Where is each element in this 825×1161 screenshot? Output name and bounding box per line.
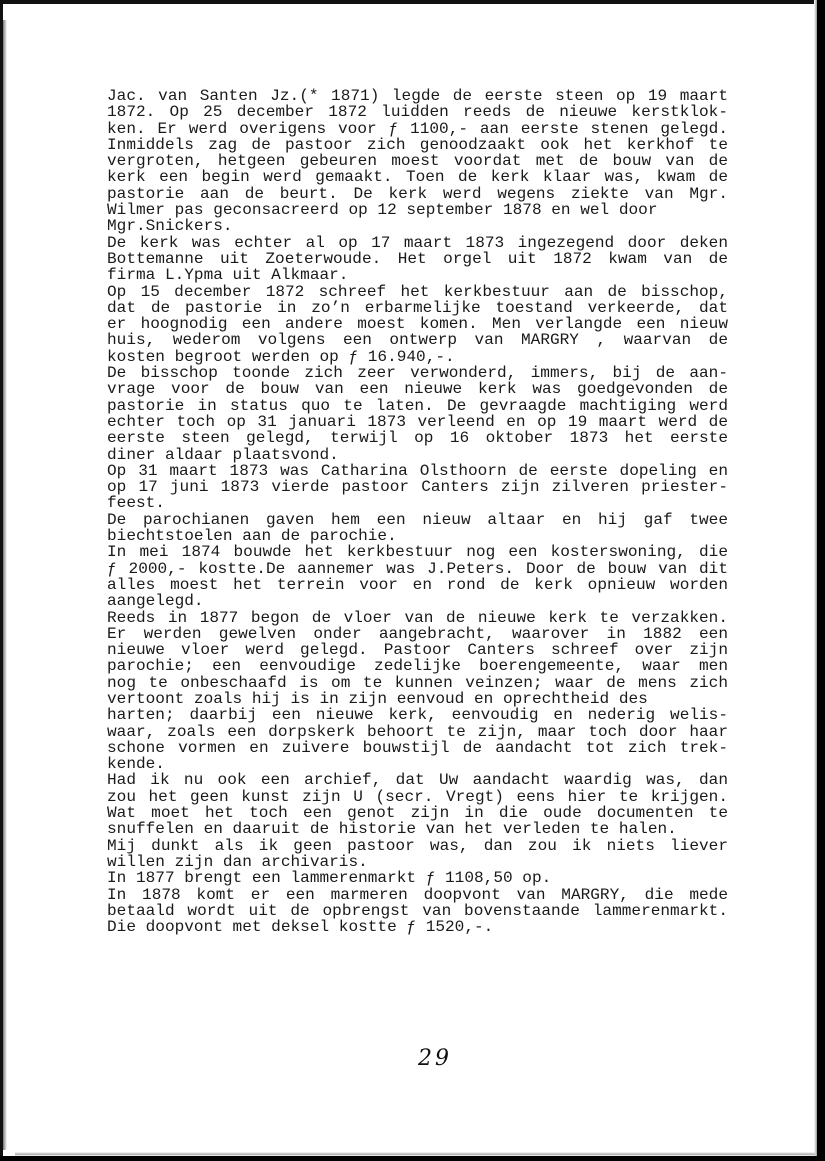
text-line: vrage voor de bouw van een nieuwe kerk was goedgevonden de [107, 380, 728, 399]
text-line: feest. [107, 494, 165, 513]
text-line: In mei 1874 bouwde het kerkbestuur nog een kosterswoning, die [107, 543, 728, 562]
text-line: biechtstoelen aan de parochie. [107, 527, 397, 546]
text-line: Mgr.Snickers. [107, 217, 233, 236]
scan-shadow-bottom [15, 1152, 815, 1156]
text-line: harten; daarbij een nieuwe kerk, eenvoudig en nederig welis- [107, 706, 728, 725]
text-line: Bottemanne uit Zoeterwoude. Het orgel uit 1872 kwam van de [107, 249, 728, 268]
body-text [107, 88, 728, 935]
text-line: aangelegd. [107, 592, 204, 611]
text-line: vergroten, hetgeen gebeuren moest voordat met de bouw van de [107, 152, 728, 171]
text-line: In 1877 brengt een lammerenmarkt ƒ 1108,50 op. [107, 869, 552, 888]
text-line: er hoognodig een andere moest komen. Men verlangde een nieuw [107, 315, 728, 334]
text-line: De parochianen gaven hem een nieuw altaar en hij gaf twee [107, 510, 728, 529]
text-line: kosten begroot werden op ƒ 16.940,-. [107, 347, 455, 366]
text-line: zou het geen kunst zijn U (secr. Vregt) eens hier te krijgen. [107, 787, 728, 806]
text-line: dat de pastorie in zo’n erbarmelijke toestand verkeerde, dat [107, 298, 728, 317]
text-line: Inmiddels zag de pastoor zich genoodzaakt ook het kerkhof te [107, 135, 728, 154]
text-line: Op 31 maart 1873 was Catharina Olsthoorn de eerste dopeling en [107, 461, 728, 480]
scan-border-right [817, 0, 825, 1161]
text-line: schone vormen en zuivere bouwstijl de aandacht tot zich trek- [107, 738, 728, 757]
text-line: Wilmer pas geconsacreerd op 12 september 1878 en wel door [107, 201, 658, 220]
text-line: snuffelen en daaruit de historie van het verleden te halen. [107, 820, 677, 839]
text-line: vertoont zoals hij is in zijn eenvoud en oprechtheid des [107, 689, 648, 708]
text-line: ken. Er werd overigens voor ƒ 1100,- aan eerste stenen gelegd. [107, 119, 728, 138]
text-line: op 17 juni 1873 vierde pastoor Canters zijn zilveren priester- [107, 478, 728, 497]
scan-border-bottom [0, 1156, 825, 1161]
text-line: Had ik nu ook een archief, dat Uw aandacht waardig was, dan [107, 771, 728, 790]
text-line: Jac. van Santen Jz.(* 1871) legde de eerste steen op 19 maart [107, 87, 728, 105]
text-line: Op 15 december 1872 schreef het kerkbestuur aan de bisschop, [107, 282, 728, 301]
text-line: Er werden gewelven onder aangebracht, waarover in 1882 een [107, 624, 728, 643]
text-line: Wat moet het toch een genot zijn in die oude documenten te [107, 804, 728, 823]
text-line: 1872. Op 25 december 1872 luidden reeds de nieuwe kerstklok- [107, 103, 728, 122]
scan-border-top [0, 0, 825, 4]
text-line: firma L.Ypma uit Alkmaar. [107, 266, 349, 285]
text-line: willen zijn dan archivaris. [107, 852, 368, 871]
text-line: Mij dunkt als ik geen pastoor was, dan zou ik niets liever [107, 836, 728, 855]
text-line: kende. [107, 755, 165, 774]
text-line: huis, wederom volgens een ontwerp van MARGRY , waarvan de [107, 331, 728, 350]
text-line: eerste steen gelegd, terwijl op 16 oktober 1873 het eerste [107, 429, 728, 448]
text-line: In 1878 komt er een marmeren doopvont van MARGRY, die mede [107, 885, 728, 904]
text-line: kerk een begin werd gemaakt. Toen de kerk klaar was, kwam de [107, 168, 728, 187]
text-line: waar, zoals een dorpskerk behoort te zijn, maar toch door haar [107, 722, 728, 741]
text-line: pastorie in status quo te laten. De gevraagde machtiging werd [107, 396, 728, 415]
text-line: nog te onbeschaafd is om te kunnen veinzen; waar de mens zich [107, 673, 728, 692]
text-line: De kerk was echter al op 17 maart 1873 ingezegend door deken [107, 233, 728, 252]
text-line: pastorie aan de beurt. De kerk werd wegens ziekte van Mgr. [107, 184, 728, 203]
text-line: betaald wordt uit de opbrengst van bovenstaande lammerenmarkt. [107, 901, 728, 920]
text-line: Reeds in 1877 begon de vloer van de nieuwe kerk te verzakken. [107, 608, 728, 627]
text-line: nieuwe vloer werd gelegd. Pastoor Canters schreef over zijn [107, 641, 728, 660]
scan-shadow-right [814, 0, 817, 1161]
text-line: diner aldaar plaatsvond. [107, 445, 339, 464]
text-line: alles moest het terrein voor en rond de kerk opnieuw worden [107, 575, 728, 594]
text-line: De bisschop toonde zich zeer verwonderd, immers, bij de aan- [107, 364, 728, 383]
scan-shadow-left [3, 20, 7, 1150]
page-number: 29 [418, 1046, 452, 1071]
text-line: echter toch op 31 januari 1873 verleend en op 19 maart werd de [107, 412, 728, 431]
text-line: parochie; een eenvoudige zedelijke boerengemeente, waar men [107, 657, 728, 676]
text-line: ƒ 2000,- kostte.De aannemer was J.Peters. Door de bouw van dit [107, 559, 728, 578]
text-line: Die doopvont met deksel kostte ƒ 1520,-. [107, 918, 494, 937]
